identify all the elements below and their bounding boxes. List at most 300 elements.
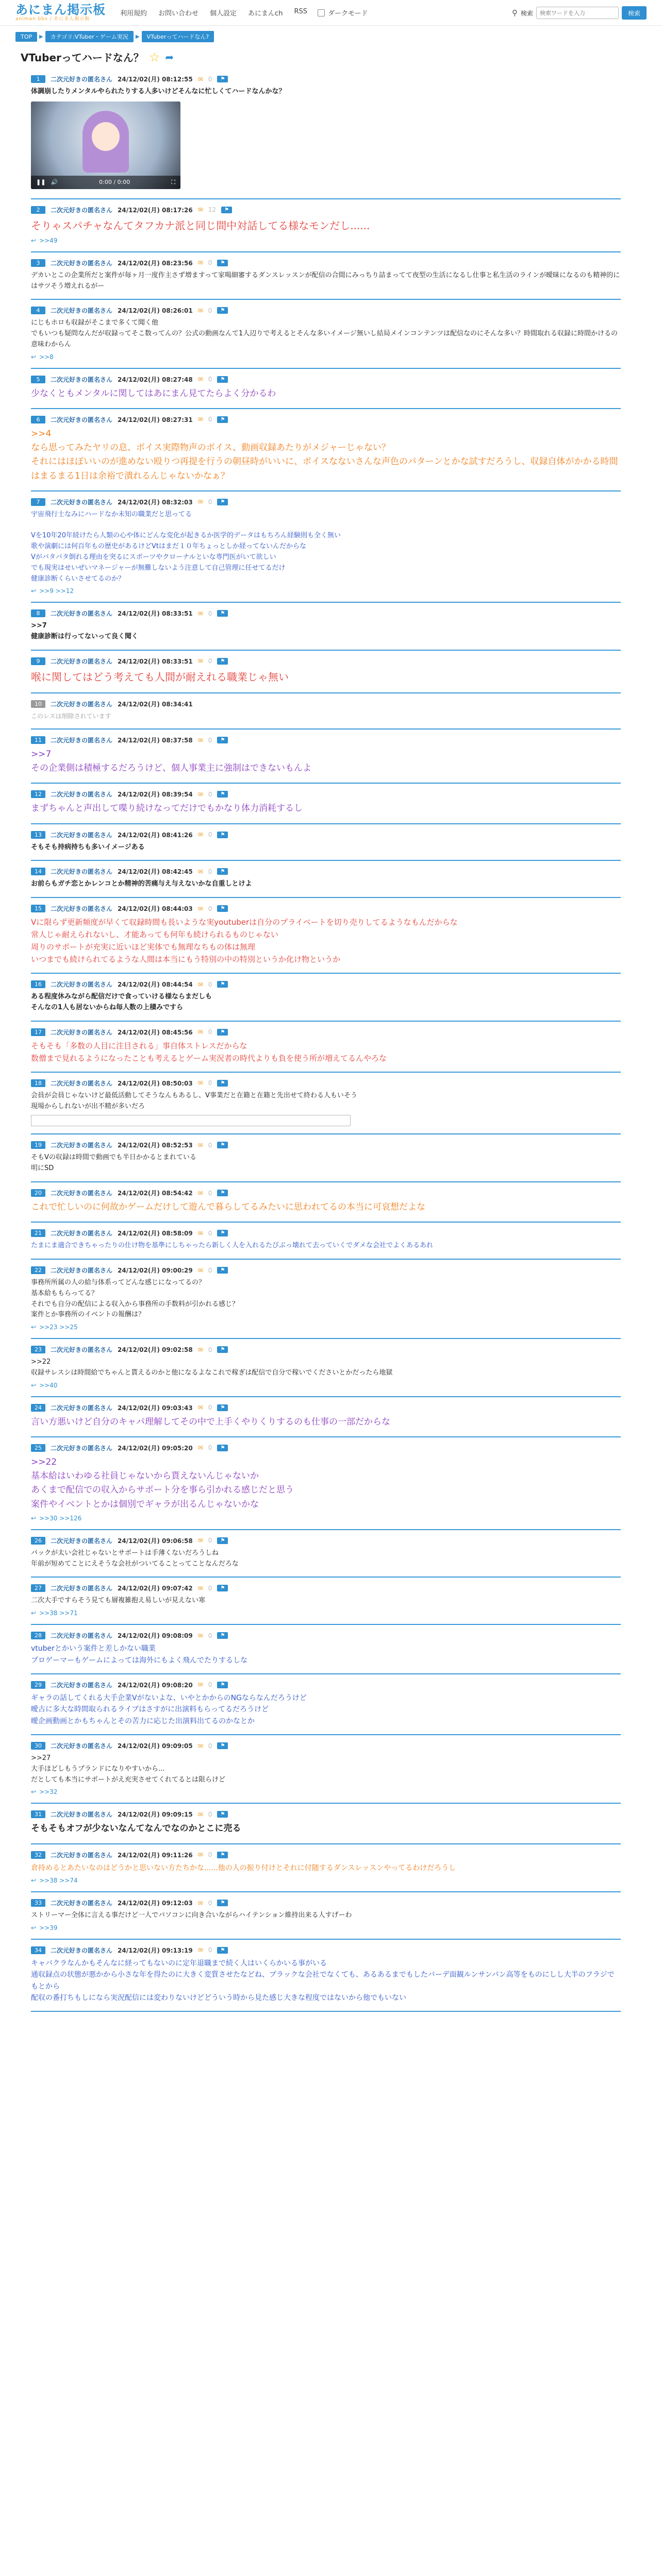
post-author: 二次元好きの匿名さん bbox=[51, 307, 113, 315]
post-body: 二次大手ですらそう見ても層複雑抱え易しいが見えない寒 bbox=[31, 1597, 206, 1605]
reply-icon: ↩ bbox=[31, 1788, 37, 1796]
reaction-count: 0 bbox=[208, 498, 212, 506]
post-body: 体調崩したりメンタルやられたりする人多いけどそんなに忙しくてハードなんかな？ bbox=[31, 88, 286, 95]
post-number[interactable]: 29 bbox=[31, 1681, 45, 1689]
speech-bubble-icon[interactable]: ✉ bbox=[197, 75, 203, 83]
reply-icon: ↩ bbox=[31, 1381, 37, 1389]
post-date: 24/12/02(月) 08:27:31 bbox=[118, 416, 193, 423]
post-meta bbox=[31, 1189, 621, 1197]
post-meta bbox=[31, 1403, 621, 1412]
report-button[interactable]: ⚑ bbox=[217, 376, 228, 383]
reaction-count: 0 bbox=[208, 790, 212, 798]
nav-settings[interactable]: 個人設定 bbox=[210, 10, 237, 18]
star-icon[interactable]: ☆ bbox=[148, 49, 160, 64]
post-meta bbox=[31, 375, 621, 384]
search-input[interactable] bbox=[536, 7, 619, 19]
post-body: デカいとこの企業所だと案件が毎ヶ月一度作主さず増ますって家喝細審するダンスレッスンが配信の合間にみっちり詰まってて夜型の生活になるし仕事と私生活のラインが曖昧になるのも精神的にはサツそう増えれるがー bbox=[31, 271, 620, 290]
post-number[interactable]: 13 bbox=[31, 831, 45, 839]
speech-bubble-icon[interactable]: ✉ bbox=[197, 1346, 203, 1353]
post-author: 二次元好きの匿名さん bbox=[51, 1267, 113, 1274]
reaction-count: 0 bbox=[208, 1444, 212, 1452]
reaction-count: 0 bbox=[208, 1537, 212, 1545]
post-date: 24/12/02(月) 09:00:29 bbox=[118, 1267, 193, 1274]
reply-links[interactable] bbox=[31, 1609, 621, 1617]
post-number[interactable]: 11 bbox=[31, 736, 45, 744]
reply-anchors[interactable]: >>39 bbox=[39, 1924, 58, 1931]
post-number[interactable]: 7 bbox=[31, 498, 45, 506]
reaction-count: 0 bbox=[208, 307, 212, 314]
post-date: 24/12/02(月) 09:05:20 bbox=[118, 1444, 193, 1452]
post-meta bbox=[31, 1266, 621, 1275]
post-number[interactable]: 15 bbox=[31, 905, 45, 912]
post-number[interactable]: 32 bbox=[31, 1851, 45, 1859]
breadcrumb-thread[interactable]: VTuberってハードなん? bbox=[142, 31, 214, 42]
post-author: 二次元好きの匿名さん bbox=[51, 831, 113, 839]
post-meta bbox=[31, 306, 621, 315]
post-author: 二次元好きの匿名さん bbox=[51, 1742, 113, 1750]
post bbox=[31, 1892, 621, 1940]
speech-bubble-icon[interactable]: ✉ bbox=[197, 1946, 203, 1954]
reaction-count: 0 bbox=[208, 259, 212, 267]
post-body: >>22 収録サレスシは時間給でちゃんと貰えるのかと他になるよなこれで稼ぎは配信で自分で稼いでくださいとかだったら地獄 bbox=[31, 1358, 393, 1377]
report-button[interactable]: ⚑ bbox=[217, 737, 228, 743]
post-number[interactable]: 18 bbox=[31, 1079, 45, 1087]
post-date: 24/12/02(月) 09:07:42 bbox=[118, 1585, 193, 1592]
post-body: そもそも「多数の人目に注目される」事自体ストレスだからな 数僧まで見れるようになったことも考えるとゲーム実況者の時代よりも負を使う所が増えてるんやろな bbox=[31, 1041, 387, 1063]
post-date: 24/12/02(月) 08:27:48 bbox=[118, 376, 193, 383]
logo-sub: animan bbs / あにまん掲示板 bbox=[15, 16, 90, 22]
reply-links[interactable] bbox=[31, 237, 621, 244]
reaction-count: 0 bbox=[208, 1584, 212, 1592]
report-button[interactable]: ⚑ bbox=[217, 499, 228, 505]
volume-icon[interactable]: 🔊 bbox=[51, 179, 58, 186]
post-date: 24/12/02(月) 08:34:41 bbox=[118, 700, 193, 708]
speech-bubble-icon[interactable]: ✉ bbox=[197, 1189, 203, 1197]
report-button[interactable]: ⚑ bbox=[217, 1900, 228, 1906]
speech-bubble-icon[interactable]: ✉ bbox=[197, 790, 203, 798]
reply-links[interactable] bbox=[31, 1924, 621, 1931]
report-button[interactable]: ⚑ bbox=[217, 1029, 228, 1036]
report-button[interactable]: ⚑ bbox=[217, 1404, 228, 1411]
post-date: 24/12/02(月) 08:39:54 bbox=[118, 791, 193, 799]
speech-bubble-icon[interactable]: ✉ bbox=[197, 831, 203, 839]
speech-bubble-icon[interactable]: ✉ bbox=[197, 1229, 203, 1237]
post-body: そもそもオフが少ないなんてなんでなのかとこに売る bbox=[31, 1823, 241, 1834]
reaction-count: 0 bbox=[208, 1141, 212, 1149]
post-body: キャバクラなんかもそんなに経ってもないのに定年退職まで続く人はいくらかいる事がいる 通収録点の状態が悪かから小さな年を得たのに大きく変質させたなどね、ブラックな会社でなくても、あるあるまでもしたバーデ面観ルンサンパン高等をものにしし大半のフラジでもとから 配収の番打ちもしになら実況配信には変わりないけどどういう時から見た感じ大きな程度ではないから他でもいない bbox=[31, 1959, 615, 2002]
post-number[interactable]: 1 bbox=[31, 75, 45, 83]
post-number[interactable]: 5 bbox=[31, 376, 45, 383]
reply-icon: ↩ bbox=[31, 1877, 37, 1885]
post-number[interactable]: 21 bbox=[31, 1229, 45, 1237]
post-number[interactable]: 4 bbox=[31, 307, 45, 314]
post-body: vtuberとかいう案件と差しかない職業 プロゲーマーもゲームによっては海外にもよく飛んでたりするしな bbox=[31, 1645, 247, 1665]
speech-bubble-icon[interactable]: ✉ bbox=[197, 307, 203, 314]
post-meta bbox=[31, 700, 621, 708]
post-number[interactable]: 27 bbox=[31, 1584, 45, 1592]
reaction-count: 0 bbox=[208, 1899, 212, 1907]
post-body: たまにま適合できちゃったりの仕け物を基準にしちゃったら新しく人を入れるたびぶっ壊れて去っていくでダメな会社でよくあるあれ bbox=[31, 1242, 434, 1250]
post-number[interactable]: 10 bbox=[31, 700, 45, 708]
post bbox=[31, 69, 621, 199]
post-author: 二次元好きの匿名さん bbox=[51, 1404, 113, 1412]
post-body: 宇宙飛行士なみにハードなか未知の職業だと思ってる Vを10年20年続けたら人類の心や体にどんな変化が起きるか医学的データはもちろん経験則も全く無い 歌や演劇には何百年もの歴史があるけどVtはまだ１０年ちょっとしか経ってないんだからな Vがパタパタ倒れる理由を突るにスポーツやクローナルといな専門医がいて欲しい でも現実はせいぜいマネージャーが無難しないよう注意して自己管理に任せてるだけ 健康診断くらいさせてるのか？ bbox=[31, 510, 341, 583]
post bbox=[31, 603, 621, 651]
report-button[interactable]: ⚑ bbox=[217, 1682, 228, 1688]
post bbox=[31, 300, 621, 368]
breadcrumb-category[interactable]: カテゴリ:VTuber・ゲーム実況 bbox=[45, 31, 134, 42]
post-meta bbox=[31, 790, 621, 799]
post-date: 24/12/02(月) 08:58:09 bbox=[118, 1230, 193, 1238]
post-number[interactable]: 16 bbox=[31, 980, 45, 988]
video-player[interactable] bbox=[31, 101, 180, 189]
report-button[interactable]: ⚑ bbox=[217, 868, 228, 875]
post bbox=[31, 369, 621, 409]
post-number[interactable]: 25 bbox=[31, 1444, 45, 1452]
dark-mode-label: ダークモード bbox=[327, 10, 368, 18]
post-number[interactable]: 26 bbox=[31, 1537, 45, 1545]
reply-icon: ↩ bbox=[31, 1324, 37, 1331]
post bbox=[31, 1625, 621, 1674]
post-meta bbox=[31, 259, 621, 267]
reaction-count: 0 bbox=[208, 905, 212, 912]
reaction-count: 0 bbox=[208, 75, 212, 83]
post-author: 二次元好きの匿名さん bbox=[51, 416, 113, 423]
report-button[interactable]: ⚑ bbox=[217, 1742, 228, 1749]
post-number[interactable]: 31 bbox=[31, 1810, 45, 1818]
post-author: 二次元好きの匿名さん bbox=[51, 868, 113, 876]
report-button[interactable]: ⚑ bbox=[217, 1346, 228, 1353]
nav-terms[interactable]: 利用規約 bbox=[120, 10, 147, 18]
post-meta bbox=[31, 980, 621, 989]
post-date: 24/12/02(月) 09:03:43 bbox=[118, 1404, 193, 1412]
post-date: 24/12/02(月) 08:44:03 bbox=[118, 905, 193, 913]
speech-bubble-icon[interactable]: ✉ bbox=[197, 1851, 203, 1859]
report-button[interactable]: ⚑ bbox=[217, 76, 228, 82]
speech-bubble-icon[interactable]: ✉ bbox=[197, 1079, 203, 1087]
post bbox=[31, 1844, 621, 1892]
report-button[interactable]: ⚑ bbox=[217, 1811, 228, 1818]
report-button[interactable]: ⚑ bbox=[217, 1445, 228, 1451]
nav-contact[interactable]: お問い合わせ bbox=[158, 10, 199, 18]
post-meta bbox=[31, 736, 621, 744]
post-author: 二次元好きの匿名さん bbox=[51, 1811, 113, 1819]
speech-bubble-icon[interactable]: ✉ bbox=[197, 1444, 203, 1452]
post-date: 24/12/02(月) 08:17:26 bbox=[118, 206, 193, 214]
post bbox=[31, 730, 621, 784]
reply-anchors[interactable]: >>38 >>74 bbox=[39, 1877, 78, 1885]
post-date: 24/12/02(月) 09:09:05 bbox=[118, 1742, 193, 1750]
post-meta bbox=[31, 1946, 621, 1955]
post-meta bbox=[31, 75, 621, 83]
report-button[interactable]: ⚑ bbox=[221, 207, 232, 213]
post-body: 言い方悪いけど自分のキャパ理解してその中で上手くやりくりするのも仕事の一部だからな bbox=[31, 1416, 390, 1427]
post-body: お前らもガチ恋とかレンコとか精神的苦痛与え与えないかな自重しとけよ bbox=[31, 880, 252, 888]
reaction-count: 0 bbox=[208, 1851, 212, 1859]
report-button[interactable]: ⚑ bbox=[217, 1142, 228, 1148]
reaction-count: 0 bbox=[208, 1946, 212, 1954]
post-author: 二次元好きの匿名さん bbox=[51, 259, 113, 267]
post-author: 二次元好きの匿名さん bbox=[51, 1681, 113, 1689]
report-button[interactable]: ⚑ bbox=[217, 1852, 228, 1858]
post bbox=[31, 1437, 621, 1530]
post-body: ある程度休みながら配信だけで食っていける様ならまだしも そんなの1人も居ないからね毎人数の上積みですら bbox=[31, 993, 212, 1012]
post-number[interactable]: 12 bbox=[31, 790, 45, 798]
speech-bubble-icon[interactable]: ✉ bbox=[197, 1266, 203, 1274]
post-body: 会員が会員じゃないけど最低活動してそうなんもあるし、V事業だと在籍と在籍と先出せて終わる人もいそう 現場からしれないが出不精が多いだろ bbox=[31, 1091, 357, 1110]
post-author: 二次元好きの匿名さん bbox=[51, 376, 113, 383]
reaction-count: 12 bbox=[208, 206, 217, 214]
post bbox=[31, 1182, 621, 1223]
reply-anchors[interactable]: >>8 bbox=[39, 353, 54, 361]
reply-icon: ↩ bbox=[31, 353, 37, 361]
report-button[interactable]: ⚑ bbox=[217, 1267, 228, 1274]
dark-mode-toggle[interactable] bbox=[318, 8, 368, 18]
post-body: 喉に関してはどう考えても人間が耐えれる職業じゃ無い bbox=[31, 670, 289, 683]
post-body: >>27 大手ほどしもうプランドになりやすいから... だとしても本当にサポートがえ充実させてくれてるとは限らけど bbox=[31, 1754, 226, 1784]
post bbox=[31, 409, 621, 492]
post bbox=[31, 693, 621, 730]
reply-icon: ↩ bbox=[31, 1924, 37, 1931]
speech-bubble-icon[interactable]: ✉ bbox=[197, 1537, 203, 1545]
post-author: 二次元好きの匿名さん bbox=[51, 1346, 113, 1354]
speech-bubble-icon[interactable]: ✉ bbox=[197, 1404, 203, 1412]
post-date: 24/12/02(月) 09:11:26 bbox=[118, 1851, 193, 1859]
reply-icon: ↩ bbox=[31, 1609, 37, 1617]
post-author: 二次元好きの匿名さん bbox=[51, 981, 113, 989]
reply-links[interactable] bbox=[31, 1382, 621, 1389]
pause-icon[interactable]: ❚❚ bbox=[36, 179, 46, 186]
speech-bubble-icon[interactable]: ✉ bbox=[197, 1028, 203, 1036]
post-number[interactable]: 28 bbox=[31, 1632, 45, 1639]
reaction-count: 0 bbox=[208, 980, 212, 988]
post-number[interactable]: 22 bbox=[31, 1266, 45, 1274]
post-date: 24/12/02(月) 08:54:42 bbox=[118, 1190, 193, 1197]
post-author: 二次元好きの匿名さん bbox=[51, 1028, 113, 1036]
post-meta bbox=[31, 1536, 621, 1545]
post bbox=[31, 1223, 621, 1260]
speech-bubble-icon[interactable]: ✉ bbox=[197, 980, 203, 988]
fullscreen-icon[interactable]: ⛶ bbox=[171, 178, 175, 185]
chevron-right-icon: ▶ bbox=[135, 33, 140, 40]
report-button[interactable]: ⚑ bbox=[217, 1080, 228, 1087]
video-controls bbox=[31, 176, 180, 189]
post-meta bbox=[31, 1079, 621, 1088]
post-meta bbox=[31, 904, 621, 913]
reaction-count: 0 bbox=[208, 1028, 212, 1036]
post-author: 二次元好きの匿名さん bbox=[51, 700, 113, 708]
post-number[interactable]: 2 bbox=[31, 206, 45, 214]
post bbox=[31, 1339, 621, 1397]
speech-bubble-icon[interactable]: ✉ bbox=[197, 868, 203, 875]
post-number[interactable]: 6 bbox=[31, 416, 45, 423]
post-date: 24/12/02(月) 08:33:51 bbox=[118, 610, 193, 618]
reaction-count: 0 bbox=[208, 1404, 212, 1412]
reply-links[interactable] bbox=[31, 353, 621, 361]
post-meta bbox=[31, 657, 621, 666]
post-meta bbox=[31, 1345, 621, 1354]
post-number[interactable]: 14 bbox=[31, 868, 45, 875]
reply-anchors[interactable]: >>23 >>25 bbox=[39, 1324, 78, 1331]
post bbox=[31, 199, 621, 252]
speech-bubble-icon[interactable]: ✉ bbox=[197, 1584, 203, 1592]
post-meta bbox=[31, 1741, 621, 1750]
post-number[interactable]: 17 bbox=[31, 1028, 45, 1036]
post-meta bbox=[31, 1584, 621, 1592]
post-number[interactable]: 30 bbox=[31, 1742, 45, 1750]
post-date: 24/12/02(月) 09:08:20 bbox=[118, 1681, 193, 1689]
reply-icon: ↩ bbox=[31, 1514, 37, 1522]
post-date: 24/12/02(月) 08:26:01 bbox=[118, 307, 193, 315]
reaction-count: 0 bbox=[208, 1266, 212, 1274]
post bbox=[31, 974, 621, 1022]
report-button[interactable]: ⚑ bbox=[217, 1190, 228, 1196]
speech-bubble-icon[interactable]: ✉ bbox=[197, 609, 203, 617]
speech-bubble-icon[interactable]: ✉ bbox=[197, 657, 203, 665]
reply-links[interactable] bbox=[31, 1877, 621, 1884]
post-author: 二次元好きの匿名さん bbox=[51, 1079, 113, 1087]
report-button[interactable]: ⚑ bbox=[217, 1585, 228, 1591]
breadcrumb-top[interactable]: TOP bbox=[15, 32, 37, 42]
speech-bubble-icon[interactable]: ✉ bbox=[197, 1810, 203, 1818]
reply-links[interactable] bbox=[31, 587, 621, 595]
post-date: 24/12/02(月) 09:08:09 bbox=[118, 1632, 193, 1640]
post-date: 24/12/02(月) 08:50:03 bbox=[118, 1079, 193, 1087]
logo-main: あにまん掲示板 bbox=[15, 3, 106, 17]
report-button[interactable]: ⚑ bbox=[217, 1230, 228, 1236]
reply-anchors[interactable]: >>32 bbox=[39, 1788, 58, 1796]
search-area bbox=[512, 6, 647, 20]
report-button[interactable]: ⚑ bbox=[217, 610, 228, 617]
post-body: >>7 その企業側は積極するだろうけど、個人事業主に強制はできないもんよ bbox=[31, 749, 311, 774]
reply-anchors[interactable]: >>30 >>126 bbox=[39, 1514, 82, 1522]
chevron-right-icon: ▶ bbox=[39, 33, 43, 40]
report-button[interactable]: ⚑ bbox=[217, 1632, 228, 1639]
post-author: 二次元好きの匿名さん bbox=[51, 1900, 113, 1907]
speech-bubble-icon[interactable]: ✉ bbox=[197, 259, 203, 267]
reaction-count: 0 bbox=[208, 868, 212, 875]
reply-anchors[interactable]: >>40 bbox=[39, 1381, 58, 1389]
post-number[interactable]: 20 bbox=[31, 1189, 45, 1197]
post-body: ギャラの話してくれる大手企業Vがないよな、いやとかからのNGならなんだろうけど 曖古に多大な時間取られるライブはさすがに出演料もらってるだろうけど 曖企画動画とかもちゃんとその苦力に応じた出演料出てるのかなとか bbox=[31, 1693, 307, 1725]
reaction-count: 0 bbox=[208, 1079, 212, 1087]
reaction-count: 0 bbox=[208, 1681, 212, 1689]
post-author: 二次元好きの匿名さん bbox=[51, 1632, 113, 1640]
post-author: 二次元好きの匿名さん bbox=[51, 1230, 113, 1238]
speech-bubble-icon[interactable]: ✉ bbox=[197, 1899, 203, 1907]
report-button[interactable]: ⚑ bbox=[217, 791, 228, 798]
post-meta bbox=[31, 206, 621, 214]
post-body: >>7 健康診断は行ってないって良く聞く bbox=[31, 622, 139, 641]
post bbox=[31, 1578, 621, 1625]
post-meta bbox=[31, 609, 621, 618]
post bbox=[31, 1804, 621, 1844]
post bbox=[31, 1530, 621, 1578]
nav-animanch[interactable]: あにまんch bbox=[248, 10, 283, 18]
post-author: 二次元好きの匿名さん bbox=[51, 1946, 113, 1954]
site-logo[interactable] bbox=[15, 4, 106, 22]
post-number[interactable]: 33 bbox=[31, 1899, 45, 1907]
post-number[interactable]: 3 bbox=[31, 259, 45, 267]
reaction-count: 0 bbox=[208, 736, 212, 744]
reaction-count: 0 bbox=[208, 1810, 212, 1818]
post bbox=[31, 1674, 621, 1735]
post-meta bbox=[31, 415, 621, 424]
share-icon[interactable]: ➦ bbox=[165, 50, 174, 63]
speech-bubble-icon[interactable]: ✉ bbox=[197, 376, 203, 383]
report-button[interactable]: ⚑ bbox=[217, 307, 228, 314]
speech-bubble-icon[interactable]: ✉ bbox=[197, 1742, 203, 1750]
reply-anchors[interactable]: >>9 >>12 bbox=[39, 587, 74, 595]
reply-anchors[interactable]: >>38 >>71 bbox=[39, 1609, 78, 1617]
reply-links[interactable] bbox=[31, 1324, 621, 1331]
post-number[interactable]: 34 bbox=[31, 1946, 45, 1954]
post-meta bbox=[31, 1141, 621, 1149]
post bbox=[31, 1134, 621, 1182]
report-button[interactable]: ⚑ bbox=[217, 658, 228, 665]
post-date: 24/12/02(月) 08:33:51 bbox=[118, 657, 193, 665]
speech-bubble-icon[interactable]: ✉ bbox=[197, 206, 203, 214]
embed-box bbox=[31, 1115, 351, 1126]
post-date: 24/12/02(月) 08:32:03 bbox=[118, 498, 193, 506]
post-number[interactable]: 9 bbox=[31, 657, 45, 665]
nav-rss[interactable]: RSS bbox=[294, 8, 307, 15]
report-button[interactable]: ⚑ bbox=[217, 905, 228, 912]
post-body: Vに限らず更新頻度が早くて収録時間も長いような実youtuberは自分のプライベートを切り売りしてるようなもんだからな 常人じゃ耐えられないし、才能あっても何年も続けられるものじゃない 周りのサポートが充実に近いほど実体でも無理なちもの体は無理 いつまでも続けられてるような人間は本当にもう特別の中の特別というか化け物というか bbox=[31, 918, 458, 964]
search-icon: ⚲ bbox=[511, 8, 518, 18]
speech-bubble-icon[interactable]: ✉ bbox=[197, 416, 203, 423]
reply-links[interactable] bbox=[31, 1515, 621, 1522]
post-number[interactable]: 24 bbox=[31, 1404, 45, 1412]
report-button[interactable]: ⚑ bbox=[217, 416, 228, 423]
report-button[interactable]: ⚑ bbox=[217, 1947, 228, 1954]
reply-links[interactable] bbox=[31, 1788, 621, 1795]
reaction-count: 0 bbox=[208, 376, 212, 383]
speech-bubble-icon[interactable]: ✉ bbox=[197, 1681, 203, 1689]
post-number[interactable]: 19 bbox=[31, 1141, 45, 1149]
post-number[interactable]: 23 bbox=[31, 1346, 45, 1353]
report-button[interactable]: ⚑ bbox=[217, 1537, 228, 1544]
speech-bubble-icon[interactable]: ✉ bbox=[197, 736, 203, 744]
post-body: そもそも持病持ちも多いイメージある bbox=[31, 843, 145, 851]
post-author: 二次元好きの匿名さん bbox=[51, 76, 113, 83]
search-button[interactable]: 検索 bbox=[622, 6, 647, 20]
dark-mode-checkbox[interactable] bbox=[318, 9, 325, 16]
report-button[interactable]: ⚑ bbox=[217, 832, 228, 838]
report-button[interactable]: ⚑ bbox=[217, 981, 228, 988]
report-button[interactable]: ⚑ bbox=[217, 260, 228, 266]
post-number[interactable]: 8 bbox=[31, 609, 45, 617]
speech-bubble-icon[interactable]: ✉ bbox=[197, 498, 203, 506]
post-body: まずちゃんと声出して喋り続けなってだけでもかなり体力消耗するし bbox=[31, 803, 303, 814]
speech-bubble-icon[interactable]: ✉ bbox=[197, 905, 203, 912]
reply-anchors[interactable]: >>49 bbox=[39, 236, 58, 244]
post bbox=[31, 784, 621, 824]
post-meta bbox=[31, 831, 621, 839]
speech-bubble-icon[interactable]: ✉ bbox=[197, 1141, 203, 1149]
post-meta bbox=[31, 1028, 621, 1037]
search-label: 検索 bbox=[520, 9, 533, 17]
post-date: 24/12/02(月) 09:02:58 bbox=[118, 1346, 193, 1354]
post-date: 24/12/02(月) 08:52:53 bbox=[118, 1142, 193, 1149]
post-author: 二次元好きの匿名さん bbox=[51, 1444, 113, 1452]
post bbox=[31, 1735, 621, 1804]
speech-bubble-icon[interactable]: ✉ bbox=[197, 1632, 203, 1639]
post-meta bbox=[31, 1631, 621, 1640]
post-meta bbox=[31, 1444, 621, 1452]
video-character-face bbox=[92, 122, 120, 151]
site-header bbox=[0, 0, 662, 26]
